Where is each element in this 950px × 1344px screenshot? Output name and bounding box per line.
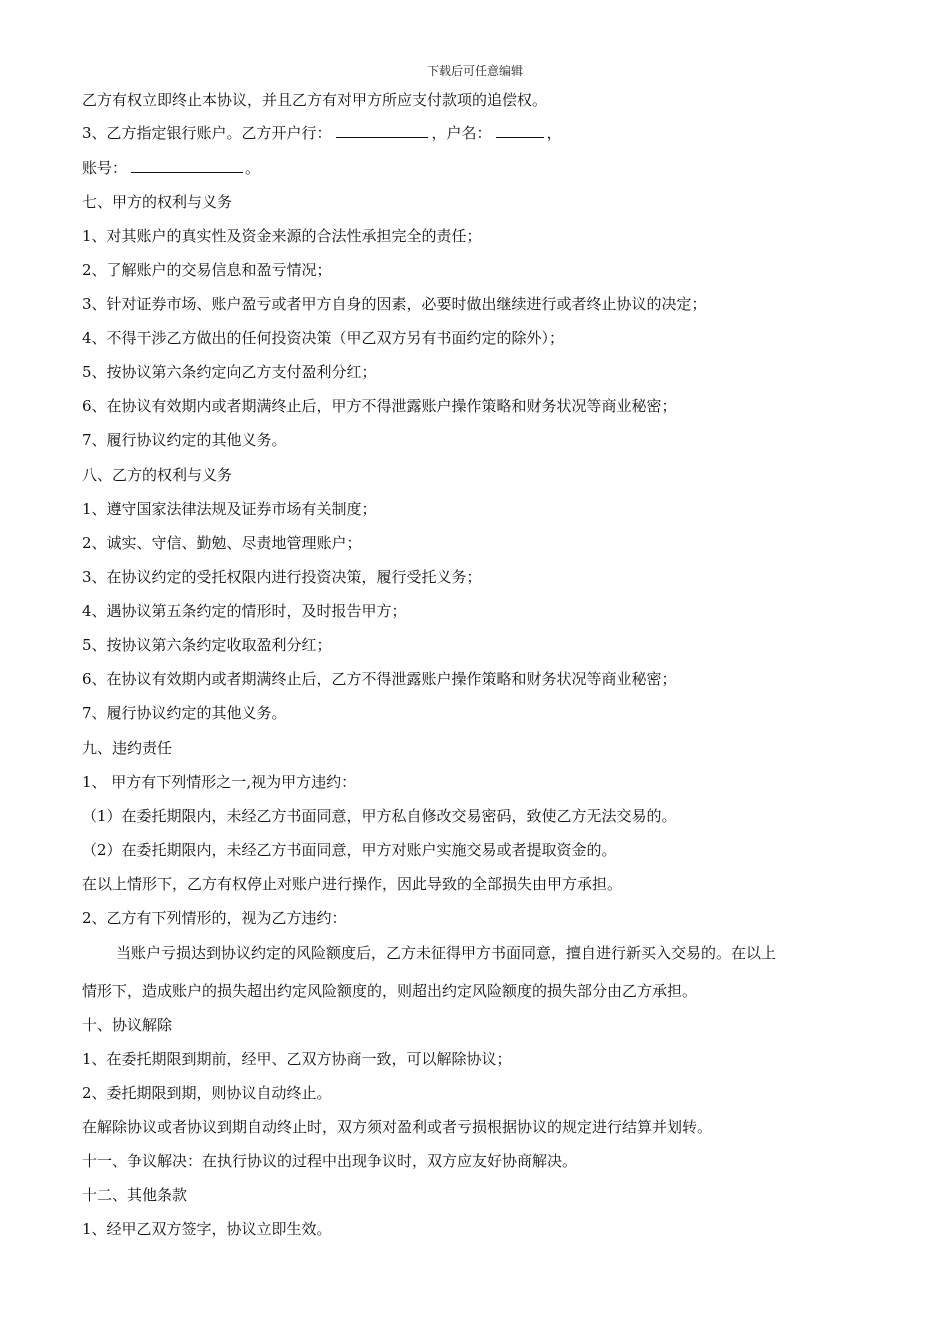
section-heading: 七、甲方的权利与义务 <box>82 193 233 211</box>
paragraph-line: 在以上情形下，乙方有权停止对账户进行操作，因此导致的全部损失由甲方承担。 <box>82 875 623 893</box>
account-number-line <box>82 157 872 179</box>
clause-line: 1、 甲方有下列情形之一,视为甲方违约： <box>82 773 357 791</box>
clause-line: 2、乙方有下列情形的，视为乙方违约： <box>82 909 347 927</box>
clause-line: （1）在委托期限内，未经乙方书面同意，甲方私自修改交易密码，致使乙方无法交易的。 <box>82 807 677 825</box>
clause-line: 3、在协议约定的受托权限内进行投资决策，履行受托义务； <box>82 568 482 586</box>
clause-line: 6、在协议有效期内或者期满终止后，乙方不得泄露账户操作策略和财务状况等商业秘密； <box>82 670 677 688</box>
bank-name-blank <box>336 123 428 138</box>
section-heading: 八、乙方的权利与义务 <box>82 466 233 484</box>
section-heading: 十一、争议解决：在执行协议的过程中出现争议时，双方应友好协商解决。 <box>82 1152 578 1170</box>
clause-line: 4、遇协议第五条约定的情形时，及时报告甲方； <box>82 602 407 620</box>
clause-line: 1、经甲乙双方签字，协议立即生效。 <box>82 1220 332 1238</box>
clause-line: 7、履行协议约定的其他义务。 <box>82 704 287 722</box>
account-number-label: 账号： <box>82 159 128 177</box>
paragraph-line: 在解除协议或者协议到期自动终止时，双方须对盈利或者亏损根据协议的规定进行结算并划转。 <box>82 1118 713 1136</box>
paragraph-line: 当账户亏损达到协议约定的风险额度后，乙方未征得甲方书面同意，擅自进行新买入交易的。在以上 <box>116 944 777 962</box>
clause-line: 2、了解账户的交易信息和盈亏情况； <box>82 261 332 279</box>
clause-line: 2、委托期限到期，则协议自动终止。 <box>82 1084 332 1102</box>
header-note: 下载后可任意编辑 <box>426 64 523 78</box>
clause-line: 7、履行协议约定的其他义务。 <box>82 431 287 449</box>
clause-line: 6、在协议有效期内或者期满终止后，甲方不得泄露账户操作策略和财务状况等商业秘密； <box>82 397 677 415</box>
account-name-blank <box>496 123 544 138</box>
account-number-blank <box>131 158 243 173</box>
clause-line: 4、不得干涉乙方做出的任何投资决策（甲乙双方另有书面约定的除外）； <box>82 329 565 347</box>
section-heading: 九、违约责任 <box>82 739 173 757</box>
section-heading: 十、协议解除 <box>82 1016 173 1034</box>
bank-prefix: 3、乙方指定银行账户。乙方开户行： <box>82 124 332 142</box>
clause-line: 2、诚实、守信、勤勉、尽责地管理账户； <box>82 534 362 552</box>
clause-line: 5、按协议第六条约定收取盈利分红； <box>82 636 332 654</box>
paragraph-line: 乙方有权立即终止本协议，并且乙方有对甲方所应支付款项的追偿权。 <box>82 91 548 109</box>
paragraph-line: 情形下，造成账户的损失超出约定风险额度的，则超出约定风险额度的损失部分由乙方承担。 <box>82 982 698 1000</box>
clause-line: 3、针对证券市场、账户盈亏或者甲方自身的因素，必要时做出继续进行或者终止协议的决定； <box>82 295 707 313</box>
clause-line: （2）在委托期限内，未经乙方书面同意，甲方对账户实施交易或者提取资金的。 <box>82 841 617 859</box>
account-number-suffix: 。 <box>245 159 261 177</box>
clause-line: 1、遵守国家法律法规及证券市场有关制度； <box>82 500 377 518</box>
bank-account-line <box>82 122 872 144</box>
account-name-label: ，户名： <box>431 124 492 142</box>
clause-line: 5、按协议第六条约定向乙方支付盈利分红； <box>82 363 377 381</box>
clause-line: 1、在委托期限到期前，经甲、乙双方协商一致，可以解除协议； <box>82 1050 512 1068</box>
section-heading: 十二、其他条款 <box>82 1186 188 1204</box>
clause-line: 1、对其账户的真实性及资金来源的合法性承担完全的责任； <box>82 227 482 245</box>
account-name-suffix: ， <box>546 124 562 142</box>
